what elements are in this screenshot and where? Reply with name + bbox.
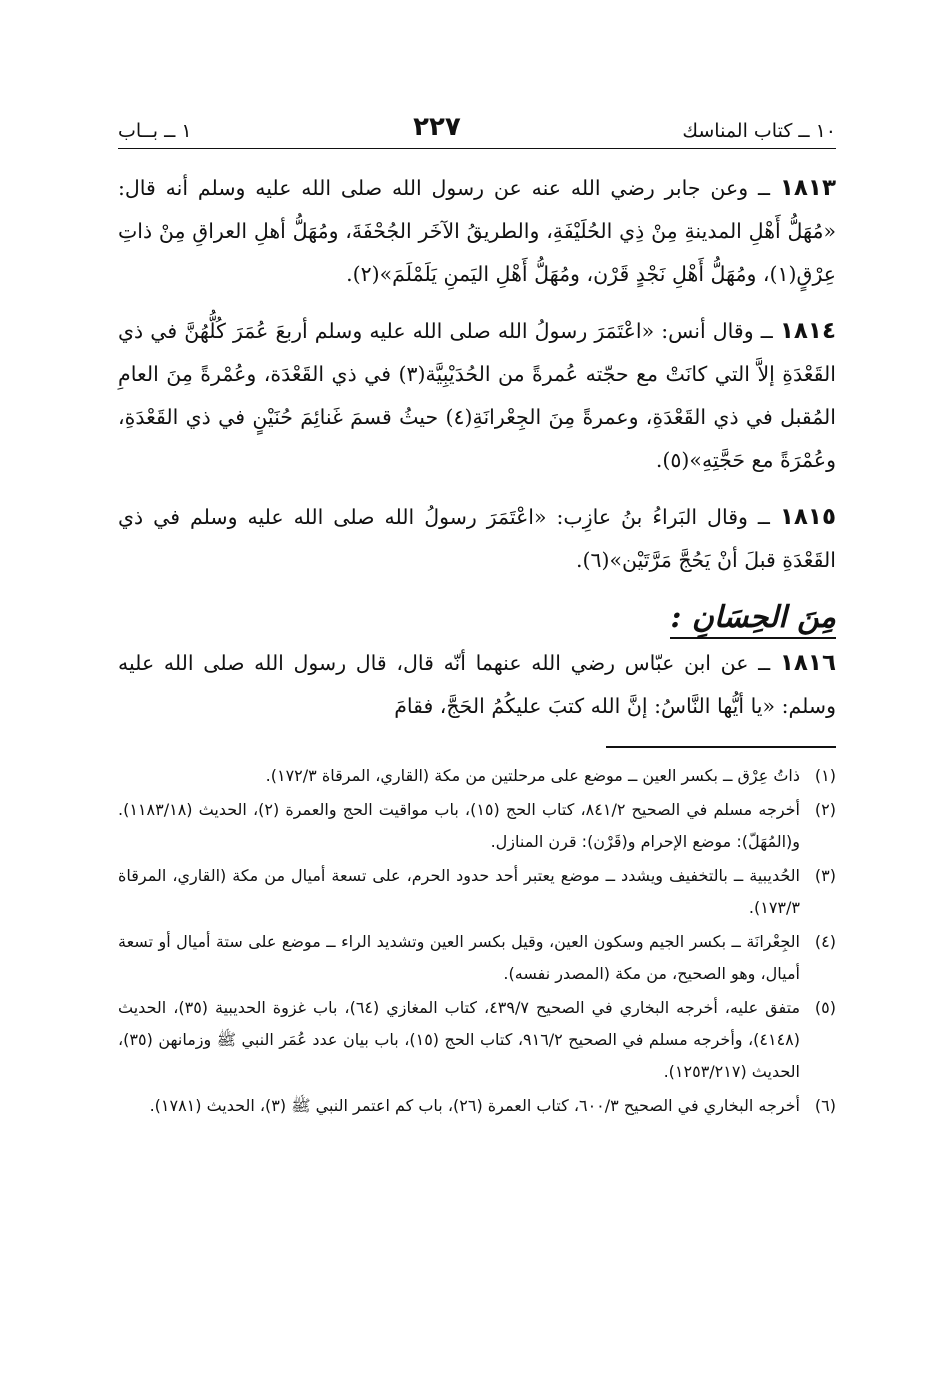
hadith-text: ــ عن ابن عبّاس رضي الله عنهما أنّه قال، قال رسول الله صلى الله عليه وسلم: «يا أيُّها النَّاسُ: إنَّ الله كتبَ عليكُمُ الحَجَّ، فقامَ <box>118 651 836 718</box>
footnote-text: أخرجه البخاري في الصحيح ٦٠٠/٣، كتاب العمرة (٢٦)، باب كم اعتمر النبي ﷺ (٣)، الحديث (١٧٨١). <box>149 1096 800 1115</box>
footnote-divider <box>606 746 836 748</box>
hadith-text: ــ وقال أنس: «اعْتَمَرَ رسولُ الله صلى الله عليه وسلم أربعَ عُمَرَ كُلُّهُنَّ في ذي القَعْدَةِ إلاَّ التي كانَتْ مع حجّته عُمرةً من الحُدَيْبِيَّة(٣) في ذي القَعْدَة، وعُمْرةً مِنَ العامِ المُقبل في ذي القَعْدَةِ، وعمرةً مِنَ الجِعْرانَةِ(٤) حيثُ قسمَ غَنائِمَ حُنَيْنٍ في ذي القَعْدَةِ، وعُمْرَةً مع حَجَّتِهِ»(٥). <box>118 319 836 472</box>
footnote-marker: (٢) <box>814 800 836 819</box>
footnote-marker: (٦) <box>814 1096 836 1115</box>
footnote-4 <box>118 926 836 990</box>
footnote-text: متفق عليه، أخرجه البخاري في الصحيح ٤٣٩/٧، كتاب المغازي (٦٤)، باب غزوة الحديبية (٣٥)، الحديث (٤١٤٨)، وأخرجه مسلم في الصحيح ٩١٦/٢، كتاب الحج (١٥)، باب بيان عدد عُمَر النبي ﷺ وزمانهن (٣٥)، الحديث (١٢٥٣/٢١٧). <box>118 998 801 1081</box>
hadith-text: ــ وعن جابر رضي الله عنه عن رسول الله صلى الله عليه وسلم أنه قال: «مُهَلُّ أَهْلِ المدينةِ مِنْ ذِي الحُلَيْفَةِ، والطريقُ الآخَر الجُحْفَةَ، ومُهَلُّ أهلِ العراقِ مِنْ ذاتِ عِرْقٍ(١)، ومُهَلُّ أَهْلِ نَجْدٍ قَرْن، ومُهَلُّ أَهْلِ اليَمنِ يَلَمْلَمَ»(٢). <box>118 176 836 286</box>
hadith-number: ١٨١٤ <box>779 318 836 344</box>
hadith-text: ــ وقال البَراءُ بنُ عازِب: «اعْتَمَرَ رسولُ الله صلى الله عليه وسلم في ذي القَعْدَةِ قبلَ أنْ يَحُجَّ مَرَّتَيْن»(٦). <box>118 505 836 572</box>
hadith-1813 <box>118 167 836 296</box>
book-page <box>118 112 836 1354</box>
footnote-text: أخرجه مسلم في الصحيح ٨٤١/٢، كتاب الحج (١٥)، باب مواقيت الحج والعمرة (٢)، الحديث (١١٨٣/١٨). و(المُهَلّ): موضع الإحرام و(قَرْن): قرن المنازل. <box>118 800 801 851</box>
hadith-1815 <box>118 496 836 582</box>
hadith-number: ١٨١٥ <box>779 504 836 530</box>
footnote-3 <box>118 860 836 924</box>
footnote-marker: (٣) <box>814 866 836 885</box>
footnote-text: الجِعْرانَة ــ بكسر الجيم وسكون العين، وقيل بكسر العين وتشديد الراء ــ موضع على ستة أميال أو تسعة أميال، وهو الصحيح، من مكة (المصدر نفسه). <box>118 932 800 983</box>
footnote-text: ذاتُ عِرْق ــ بكسر العين ــ موضع على مرحلتين من مكة (القاري، المرقاة ١٧٢/٣). <box>265 766 800 785</box>
main-text <box>118 167 836 728</box>
footnote-marker: (٥) <box>814 998 836 1017</box>
hadith-1814 <box>118 310 836 482</box>
running-header <box>118 112 836 149</box>
footnote-marker: (٤) <box>814 932 836 951</box>
header-chapter: ١٠ ــ كتاب المناسك <box>682 120 836 142</box>
footnotes <box>118 760 836 1122</box>
section-heading <box>118 596 836 640</box>
hadith-1816 <box>118 642 836 728</box>
footnote-text: الحُديبية ــ بالتخفيف ويشدد ــ موضع يعتبر أحد حدود الحرم، على تسعة أميال من مكة (القاري، المرقاة ١٧٣/٣). <box>118 866 800 917</box>
footnote-2 <box>118 794 836 858</box>
hadith-number: ١٨١٣ <box>779 175 836 201</box>
hadith-number: ١٨١٦ <box>779 650 836 676</box>
header-section: ١ ــ بــاب <box>118 120 192 142</box>
section-heading-text: مِنَ الحِسَانِ : <box>670 600 836 639</box>
footnote-6 <box>118 1090 836 1122</box>
page-number: ٢٢٧ <box>413 112 461 142</box>
footnote-marker: (١) <box>814 766 836 785</box>
footnote-1 <box>118 760 836 792</box>
footnote-5 <box>118 992 836 1088</box>
